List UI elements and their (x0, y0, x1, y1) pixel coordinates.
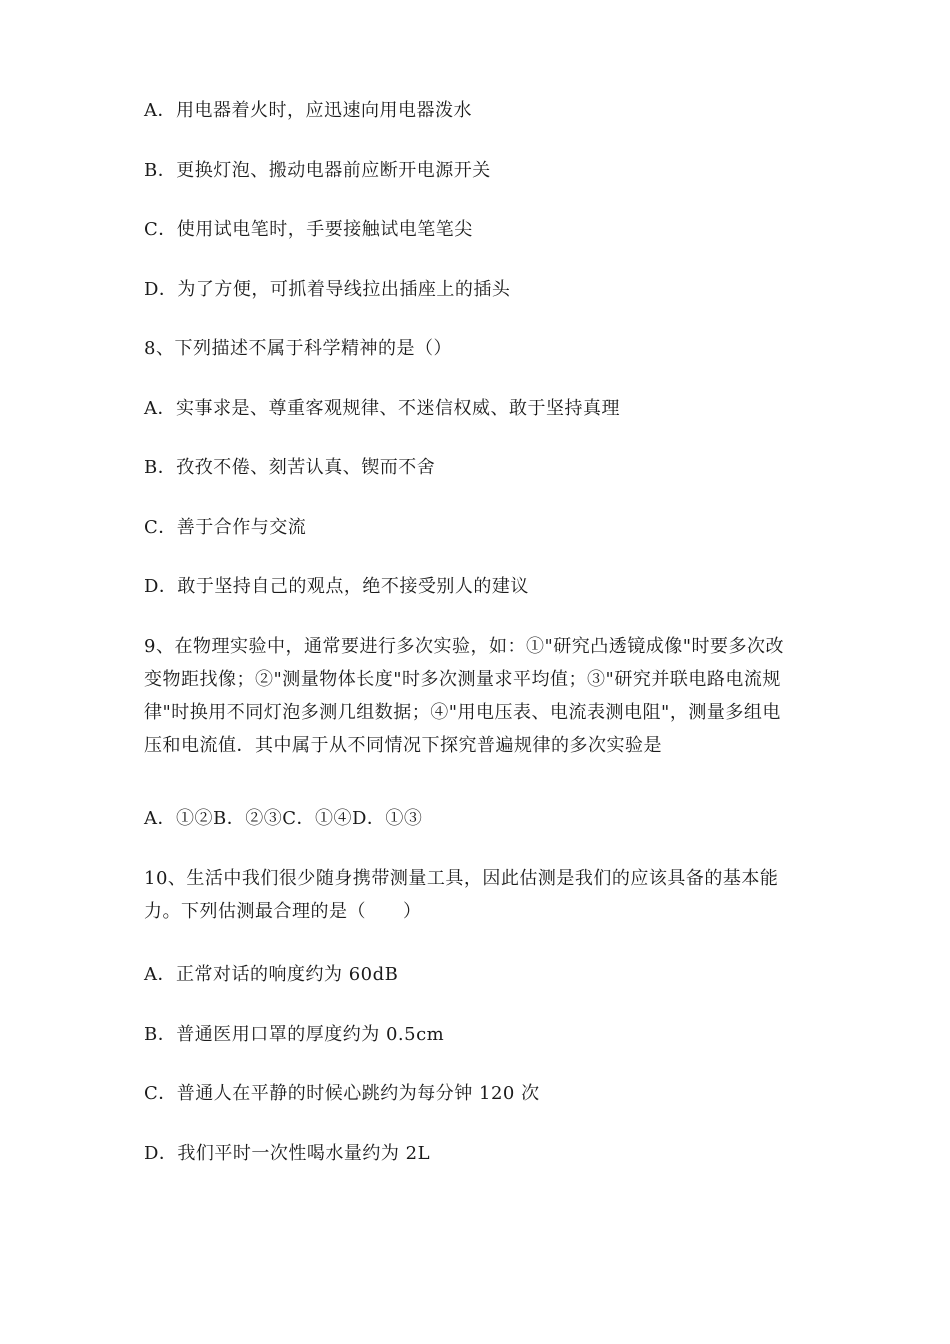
q7-option-a: A．用电器着火时，应迅速向用电器泼水 (144, 100, 472, 121)
q10-stem-line-2: 力。下列估测最合理的是（ ） (144, 901, 422, 922)
q9-stem-line-4: 压和电流值．其中属于从不同情况下探究普遍规律的多次实验是 (144, 735, 662, 756)
q8-stem: 8、下列描述不属于科学精神的是（） (144, 338, 452, 359)
q10-option-a: A．正常对话的响度约为 60dB (144, 964, 399, 985)
q7-option-b: B．更换灯泡、搬动电器前应断开电源开关 (144, 160, 491, 181)
q10-stem-line-1: 10、生活中我们很少随身携带测量工具，因此估测是我们的应该具备的基本能 (144, 868, 779, 889)
q10-option-c: C．普通人在平静的时候心跳约为每分钟 120 次 (144, 1083, 540, 1104)
q10-option-b: B．普通医用口罩的厚度约为 0.5cm (144, 1024, 445, 1045)
q7-option-d: D．为了方便，可抓着导线拉出插座上的插头 (144, 279, 511, 300)
q9-stem-line-2: 变物距找像；②"测量物体长度"时多次测量求平均值；③"研究并联电路电流规 (144, 669, 781, 690)
q9-stem-line-3: 律"时换用不同灯泡多测几组数据；④"用电压表、电流表测电阻"，测量多组电 (144, 702, 781, 723)
q10-option-d: D．我们平时一次性喝水量约为 2L (144, 1143, 431, 1164)
q9-options: A．①②B．②③C．①④D．①③ (144, 808, 423, 829)
q9-stem (144, 630, 824, 762)
q8-option-a: A．实事求是、尊重客观规律、不迷信权威、敢于坚持真理 (144, 398, 620, 419)
q9-stem-line-1: 9、在物理实验中，通常要进行多次实验，如：①"研究凸透镜成像"时要多次改 (144, 636, 785, 657)
q8-option-b: B．孜孜不倦、刻苦认真、锲而不舍 (144, 457, 436, 478)
q8-option-c: C．善于合作与交流 (144, 517, 307, 538)
q8-option-d: D．敢于坚持自己的观点，绝不接受别人的建议 (144, 576, 529, 597)
q10-stem (144, 862, 824, 928)
q7-option-c: C．使用试电笔时，手要接触试电笔笔尖 (144, 219, 473, 240)
